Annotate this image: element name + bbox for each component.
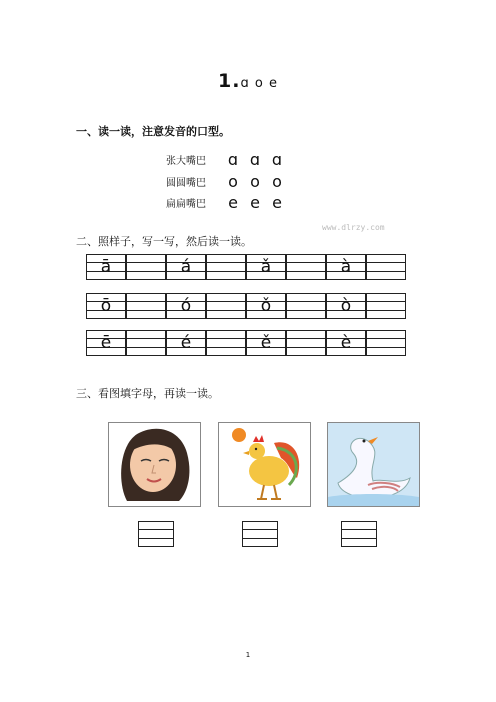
tone-box-sample [86,293,126,319]
tone-row-e [86,330,406,356]
write-box[interactable] [366,330,406,356]
mouth-letter: e [272,192,282,212]
tone-box-sample [326,330,366,356]
swan-icon [328,423,419,506]
tone-letter: à [340,257,352,277]
tone-box-sample [166,330,206,356]
section1-heading: 一、读一读，注意发音的口型。 [76,125,230,138]
picture-rooster [218,422,311,507]
mouth-letter: ɑ [227,149,239,169]
tone-letter: á [180,257,192,277]
mouth-label: 扁扁嘴巴 [166,198,206,210]
write-box[interactable] [206,293,246,319]
tone-box-sample [246,293,286,319]
tone-row-o [86,293,406,319]
write-box[interactable] [126,293,166,319]
mouth-label: 张大嘴巴 [166,155,206,167]
answer-box-swan[interactable] [341,521,377,547]
tone-row-a [86,254,406,280]
section3-heading: 三、看图填字母，再读一读。 [76,387,219,400]
write-box[interactable] [286,330,326,356]
tone-box-sample [166,293,206,319]
mouth-letter: e [250,192,260,212]
write-box[interactable] [206,254,246,280]
write-box[interactable] [126,330,166,356]
mouth-row-open [166,151,288,167]
tone-box-sample [86,254,126,280]
write-box[interactable] [366,293,406,319]
tone-letter: ǎ [260,257,272,277]
write-box[interactable] [286,293,326,319]
title-letters: ɑ o e [240,76,278,91]
tone-letter: é [180,333,192,353]
mouth-label: 圆圆嘴巴 [166,177,206,189]
mouth-letter: e [228,192,238,212]
page-number: 1 [245,651,251,659]
tone-letter: ǒ [260,296,272,316]
mouth-letter: o [272,171,282,191]
woman-face-icon [109,423,200,506]
tone-box-sample [166,254,206,280]
mouth-letter: ɑ [271,149,283,169]
answer-box-rooster[interactable] [242,521,278,547]
write-box[interactable] [366,254,406,280]
mouth-letter: ɑ [249,149,261,169]
rooster-icon [219,423,310,506]
page-title [0,70,496,92]
tone-box-sample [246,254,286,280]
tone-box-sample [326,254,366,280]
tone-letter: ā [100,257,112,277]
answer-box-woman[interactable] [138,521,174,547]
tone-box-sample [246,330,286,356]
tone-box-sample [326,293,366,319]
mouth-letter: o [228,171,238,191]
title-number: 1. [218,70,241,92]
tone-letter: ó [180,296,192,316]
picture-woman [108,422,201,507]
write-box[interactable] [286,254,326,280]
tone-letter: ě [260,333,272,353]
tone-letter: ò [340,296,352,316]
mouth-row-round [166,173,288,189]
tone-letter: ō [100,296,112,316]
mouth-letter: o [250,171,260,191]
tone-box-sample [86,330,126,356]
section2-heading: 二、照样子，写一写，然后读一读。 [76,235,252,248]
write-box[interactable] [126,254,166,280]
write-box[interactable] [206,330,246,356]
tone-letter: ē [100,333,112,353]
watermark: www.dlrzy.com [322,223,385,232]
mouth-row-flat [166,194,288,210]
picture-swan [327,422,420,507]
tone-letter: è [340,333,352,353]
